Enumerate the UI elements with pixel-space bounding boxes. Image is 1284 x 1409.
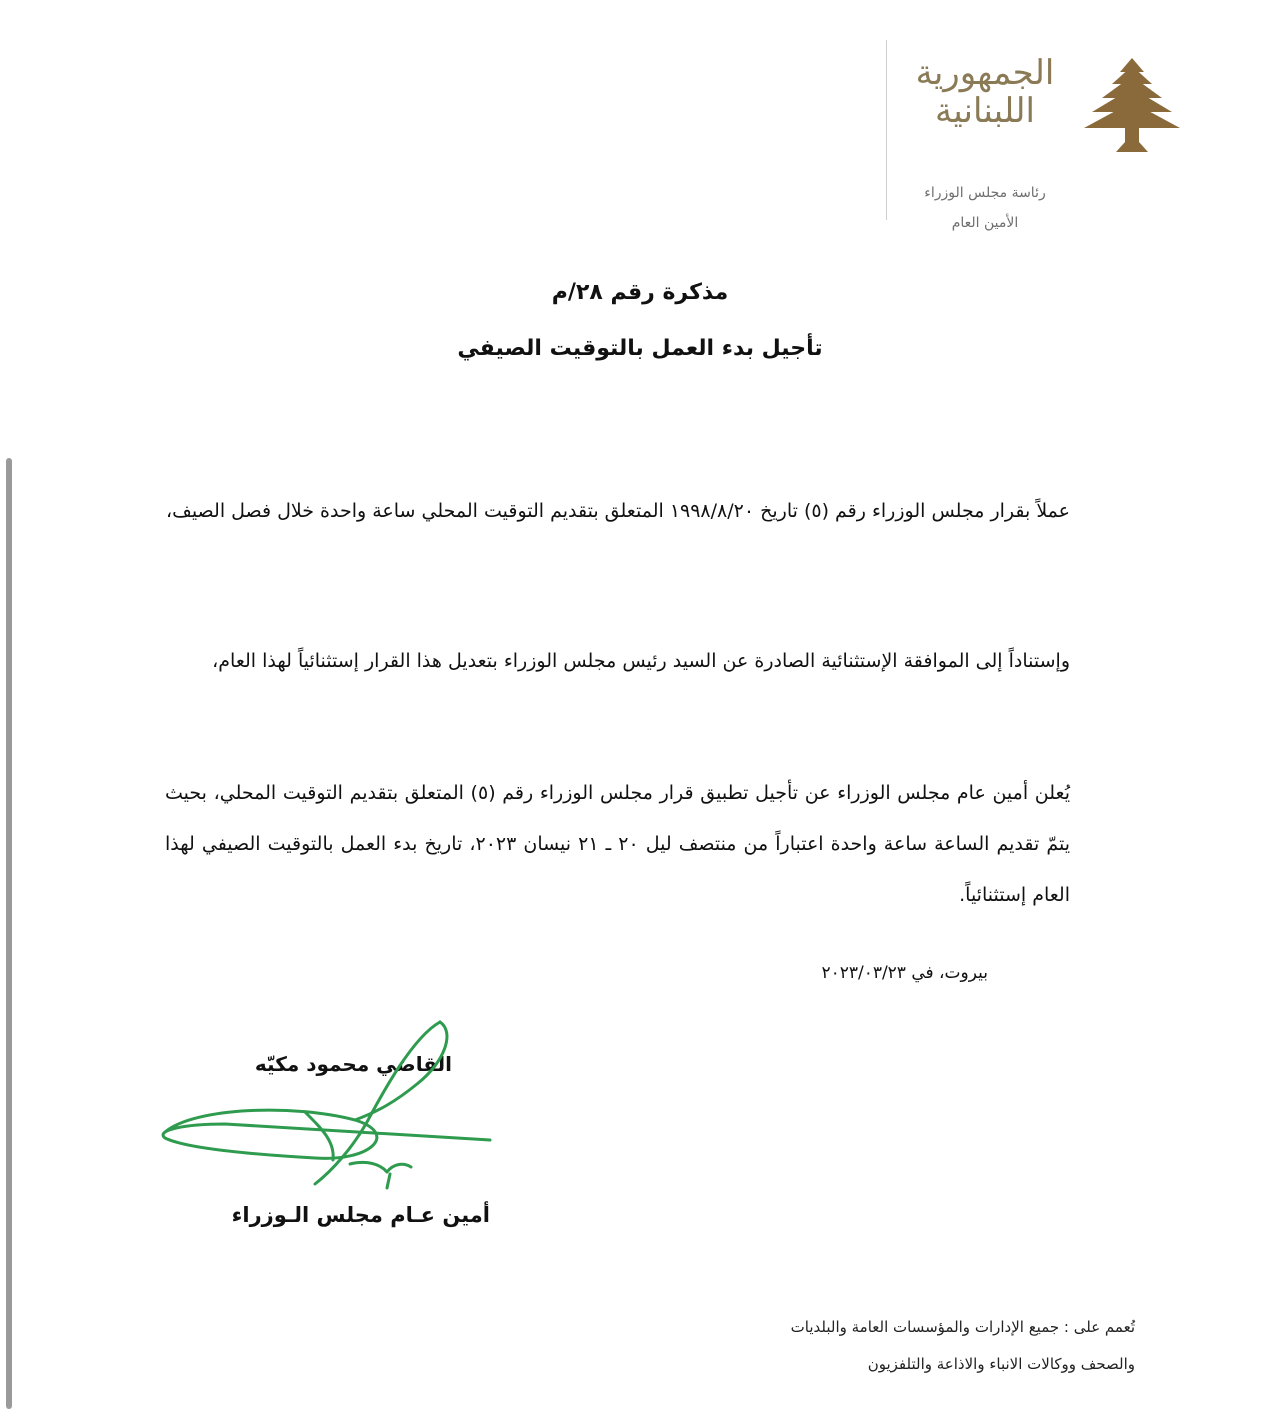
office-block xyxy=(905,178,1065,238)
memo-title: تأجيل بدء العمل بالتوقيت الصيفي xyxy=(457,336,823,361)
signer-title: أمين عـام مجلس الـوزراء xyxy=(231,1203,490,1227)
distribution-line-1: تُعمم على : جميع الإدارات والمؤسسات العامة والبلديات xyxy=(790,1318,1135,1336)
body-paragraph-3: يُعلن أمين عام مجلس الوزراء عن تأجيل تطبيق قرار مجلس الوزراء رقم (٥) المتعلق بتقديم التوقيت المحلي، بحيث يتمّ تقديم الساعة ساعة واحدة اعتباراً من منتصف ليل ٢٠ ـ ٢١ نيسان ٢٠٢٣، تاريخ بدء العمل بالتوقيت الصيفي لهذا العام إستثنائياً. xyxy=(165,782,1070,906)
body-paragraph-1: عملاً بقرار مجلس الوزراء رقم (٥) تاريخ ١٩٩٨/٨/٢٠ المتعلق بتقديم التوقيت المحلي ساعة واحدة خلال فصل الصيف، xyxy=(166,500,1070,522)
lebanese-cedar-icon xyxy=(1080,54,1184,154)
office-name: رئاسة مجلس الوزراء xyxy=(924,185,1046,201)
page-scroll-edge xyxy=(6,458,12,1409)
signer-name: القاضي محمود مكيّه xyxy=(254,1052,452,1076)
letterhead xyxy=(880,40,1210,230)
republic-name: الجمهورية اللبنانية xyxy=(915,53,1055,131)
distribution-line-2: والصحف ووكالات الانباء والاذاعة والتلفزيون xyxy=(867,1355,1135,1373)
memo-number: مذكرة رقم ٢٨/م xyxy=(551,280,729,305)
date-line: بيروت، في ٢٠٢٣/٠٣/٢٣ xyxy=(821,963,988,983)
body-paragraph-2: وإستناداً إلى الموافقة الإستثنائية الصادرة عن السيد رئيس مجلس الوزراء بتعديل هذا القرار إستثنائياً لهذا العام، xyxy=(212,650,1070,672)
handwritten-signature xyxy=(155,1012,505,1192)
letterhead-divider xyxy=(886,40,887,220)
office-role: الأمين العام xyxy=(951,215,1019,231)
